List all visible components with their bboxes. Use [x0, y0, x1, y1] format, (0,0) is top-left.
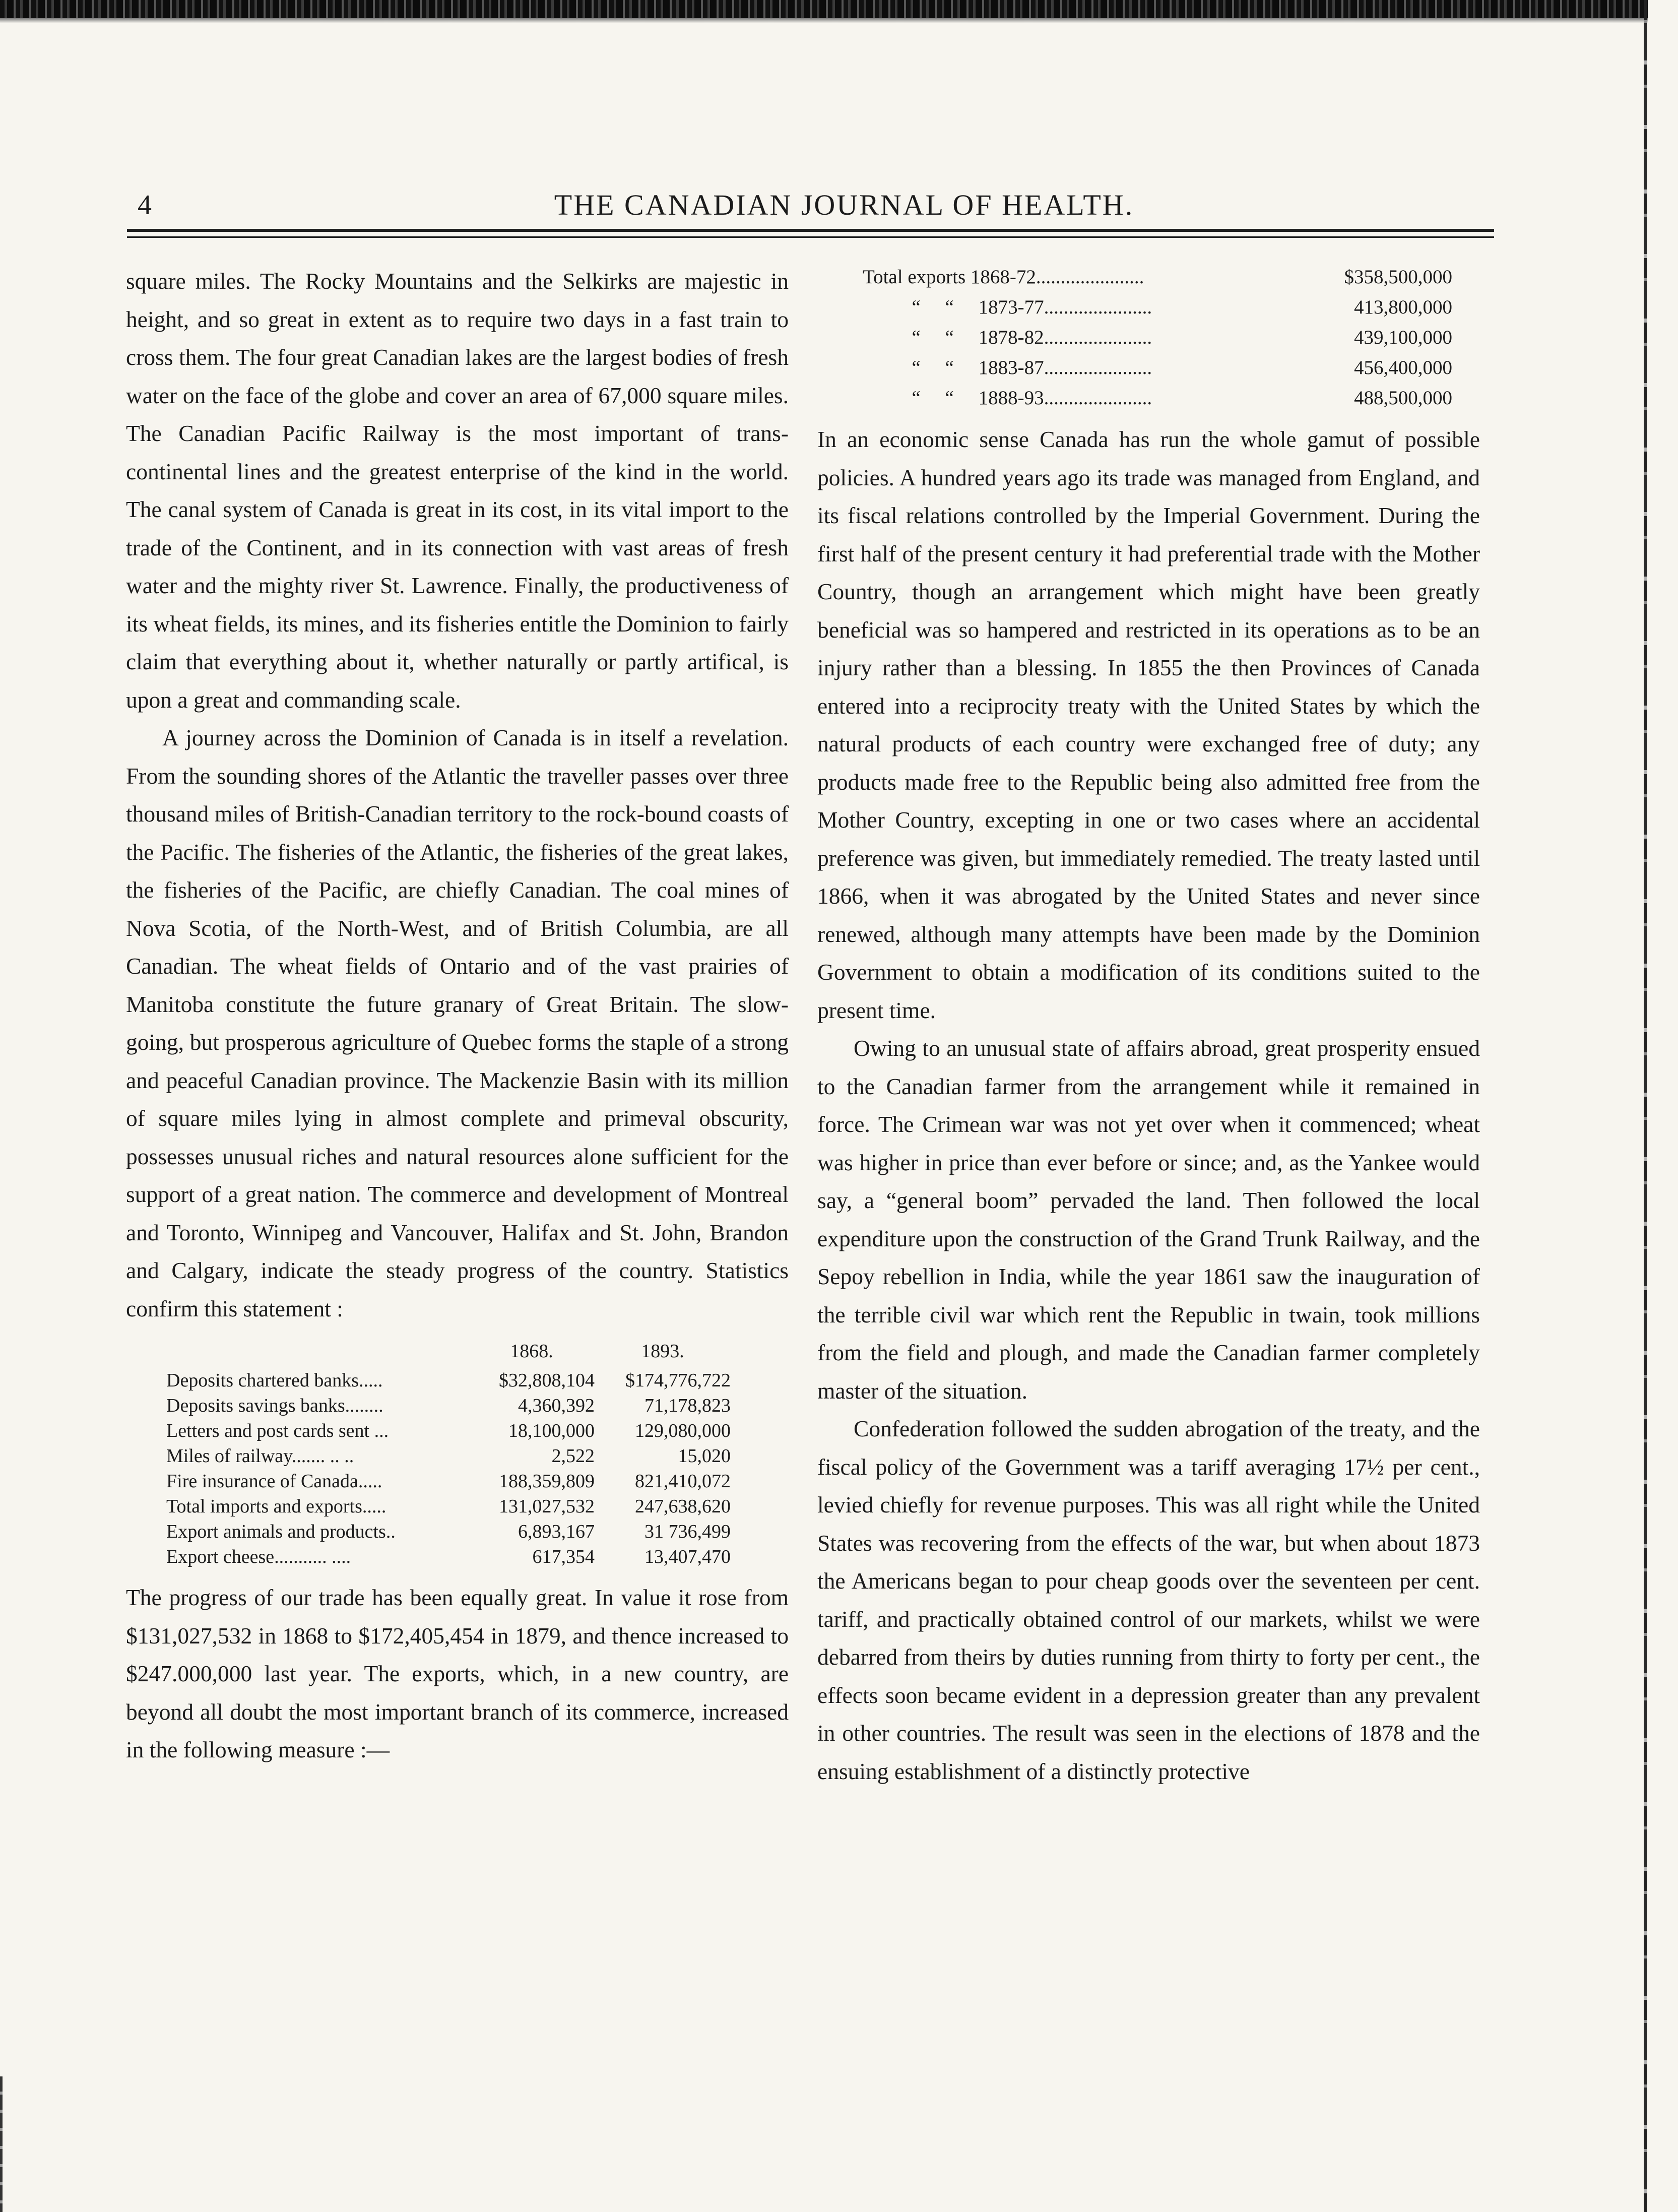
table-row [166, 1544, 776, 1569]
scan-top-shadow [0, 18, 1648, 23]
value-1893: 71,178,823 [644, 1395, 731, 1416]
table-row [166, 1469, 776, 1494]
value-1893: 247,638,620 [635, 1496, 731, 1517]
value-1893: 821,410,072 [635, 1471, 731, 1492]
table-row [166, 1443, 776, 1469]
row-label: Deposits chartered banks..... [166, 1370, 383, 1391]
paragraph: A journey across the Dominion of Canada is in itself a revelation. From the sounding shores of the Atlantic the traveller passes over three thousand miles of British-Canadian territory to the rock-bound coasts of the Pacific. The fisheries of the Atlantic, the fisheries of the great lakes, the fisheries of the Pacific, are chiefly Canadian. The coal mines of Nova Scotia, of the North-West, and of British Columbia, are all Canadian. The wheat fields of Ontario and of the vast prairies of Manitoba constitute the future granary of Great Britain. The slow-going, but prosperous agriculture of Quebec forms the staple of a strong and peaceful Canadian province. The Mackenzie Basin with its million of square miles lying in almost complete and primeval obscurity, possesses unusual riches and natural resources alone sufficient for the support of a great nation. The commerce and development of Montreal and Toronto, Winnipeg and Vancouver, Halifax and St. John, Brandon and Calgary, indicate the steady progress of the country. Statistics confirm this statement : [126, 725, 789, 1321]
value-1893: 31 736,499 [644, 1521, 731, 1542]
value-1893: 13,407,470 [644, 1546, 731, 1567]
exports-table [863, 262, 1470, 413]
row-label: Deposits savings banks........ [166, 1395, 383, 1416]
row-value: 488,500,000 [1354, 387, 1452, 409]
value-1868: 18,100,000 [508, 1420, 595, 1441]
row-label: “ “ 1873-77...................... [863, 296, 1152, 318]
value-1868: $32,808,104 [499, 1370, 595, 1391]
left-column [126, 262, 789, 1769]
table-row [166, 1418, 776, 1443]
value-1868: 131,027,532 [499, 1496, 595, 1517]
year-heading: 1868. [510, 1341, 553, 1362]
paragraph: square miles. The Rocky Mountains and the Selkirks are majestic in height, and so great in extent as to require two days in a fast train to cross them. The four great Canadian lakes are the largest bodies of fresh water on the face of the globe and cover an area of 67,000 square miles. The Canadian Pacific Railway is the most important of trans-continental lines and the greatest enterprise of the kind in the world. The canal system of Canada is great in its cost, in its vital import to the trade of the Continent, and in its connection with vast areas of fresh water and the mighty river St. Lawrence. Finally, the productiveness of its wheat fields, its mines, and its fisheries entitle the Dominion to fairly claim that everything about it, whether naturally or partly artifical, is upon a great and commanding scale. [126, 268, 789, 713]
row-label: Total imports and exports..... [166, 1496, 386, 1517]
page-number: 4 [138, 189, 152, 221]
row-label: Miles of railway....... .. .. [166, 1445, 354, 1467]
table-row [863, 323, 1470, 353]
table-row [863, 383, 1470, 413]
scan-left-edge [0, 2076, 3, 2212]
table-row [863, 292, 1470, 323]
paragraph: The progress of our trade has been equally great. In value it rose from $131,027,532 in 1868 to $172,405,454 in 1879, and thence increased to $247.000,000 last year. The exports, which, in a new country, are beyond all doubt the most important branch of its commerce, increased in the following measure :— [126, 1585, 789, 1762]
year-heading: 1893. [641, 1341, 684, 1362]
row-label: “ “ 1878-82...................... [863, 327, 1152, 348]
scan-top-edge [0, 0, 1648, 18]
value-1868: 2,522 [551, 1445, 595, 1467]
row-label: Total exports 1868-72...................... [863, 266, 1144, 288]
value-1893: 129,080,000 [635, 1420, 731, 1441]
statistics-header-row [166, 1339, 776, 1364]
table-row [166, 1393, 776, 1418]
row-label: “ “ 1888-93...................... [863, 387, 1152, 409]
row-label: Fire insurance of Canada..... [166, 1471, 382, 1492]
header-rule-thin [127, 236, 1494, 238]
paragraph: In an economic sense Canada has run the whole gamut of possible policies. A hundred years ago its trade was managed from England, and its fiscal relations controlled by the Imperial Government. During the first half of the present century it had preferential trade with the Mother Country, though an arrangement which might have been greatly beneficial was so hampered and restricted in its operations as to be an injury rather than a blessing. In 1855 the then Provinces of Canada entered into a reciprocity treaty with the United States by which the natural products of each country were exchanged free of duty; any products made free to the Republic being also admitted free from the Mother Country, excepting in one or two cases where an accidental preference was given, but immediately remedied. The treaty lasted until 1866, when it was abrogated by the United States and never since renewed, although many attempts have been made by the Dominion Government to obtain a modification of its conditions suited to the present time. [817, 426, 1480, 1023]
table-row [166, 1494, 776, 1519]
value-1868: 617,354 [532, 1546, 595, 1567]
header-rule-thick [127, 229, 1494, 232]
statistics-table [166, 1339, 776, 1569]
journal-title: THE CANADIAN JOURNAL OF HEALTH. [554, 188, 1134, 221]
paragraph: Owing to an unusual state of affairs abroad, great prosperity ensued to the Canadian farmer from the arrangement while it remained in force. The Crimean war was not yet over when it commenced; wheat was higher in price than ever before or since; and, as the Yankee would say, a “general boom” pervaded the land. Then followed the local expenditure upon the construction of the Grand Trunk Railway, and the Sepoy rebellion in India, while the year 1861 saw the inauguration of the terrible civil war which rent the Republic in twain, took millions from the field and plough, and made the Canadian farmer completely master of the situation. [817, 1035, 1480, 1404]
row-label: Export cheese........... .... [166, 1546, 351, 1567]
row-value: 456,400,000 [1354, 357, 1452, 378]
row-value: 413,800,000 [1354, 296, 1452, 318]
table-row [166, 1368, 776, 1393]
value-1893: $174,776,722 [625, 1370, 731, 1391]
row-value: $358,500,000 [1344, 266, 1452, 288]
value-1868: 6,893,167 [518, 1521, 595, 1542]
value-1893: 15,020 [678, 1445, 731, 1467]
scan-right-edge [1644, 0, 1647, 2212]
value-1868: 188,359,809 [499, 1471, 595, 1492]
row-label: “ “ 1883-87...................... [863, 357, 1152, 378]
row-label: Letters and post cards sent ... [166, 1420, 389, 1441]
table-row [863, 262, 1470, 292]
row-value: 439,100,000 [1354, 327, 1452, 348]
table-row [863, 353, 1470, 383]
paragraph: Confederation followed the sudden abrogation of the treaty, and the fiscal policy of the Government was a tariff averaging 17½ per cent., levied chiefly for revenue purposes. This was all right while the United States was recovering from the effects of the war, but when about 1873 the Americans began to pour cheap goods over the seventeen per cent. tariff, and practically obtained control of our markets, whilst we were debarred from theirs by duties running from thirty to forty per cent., the effects soon became evident in a depression greater than any prevalent in other countries. The result was seen in the elections of 1878 and the ensuing establishment of a distinctly protective [817, 1416, 1480, 1784]
value-1868: 4,360,392 [518, 1395, 595, 1416]
row-label: Export animals and products.. [166, 1521, 396, 1542]
table-row [166, 1519, 776, 1544]
right-column [817, 262, 1480, 1790]
page-header [134, 187, 1494, 228]
